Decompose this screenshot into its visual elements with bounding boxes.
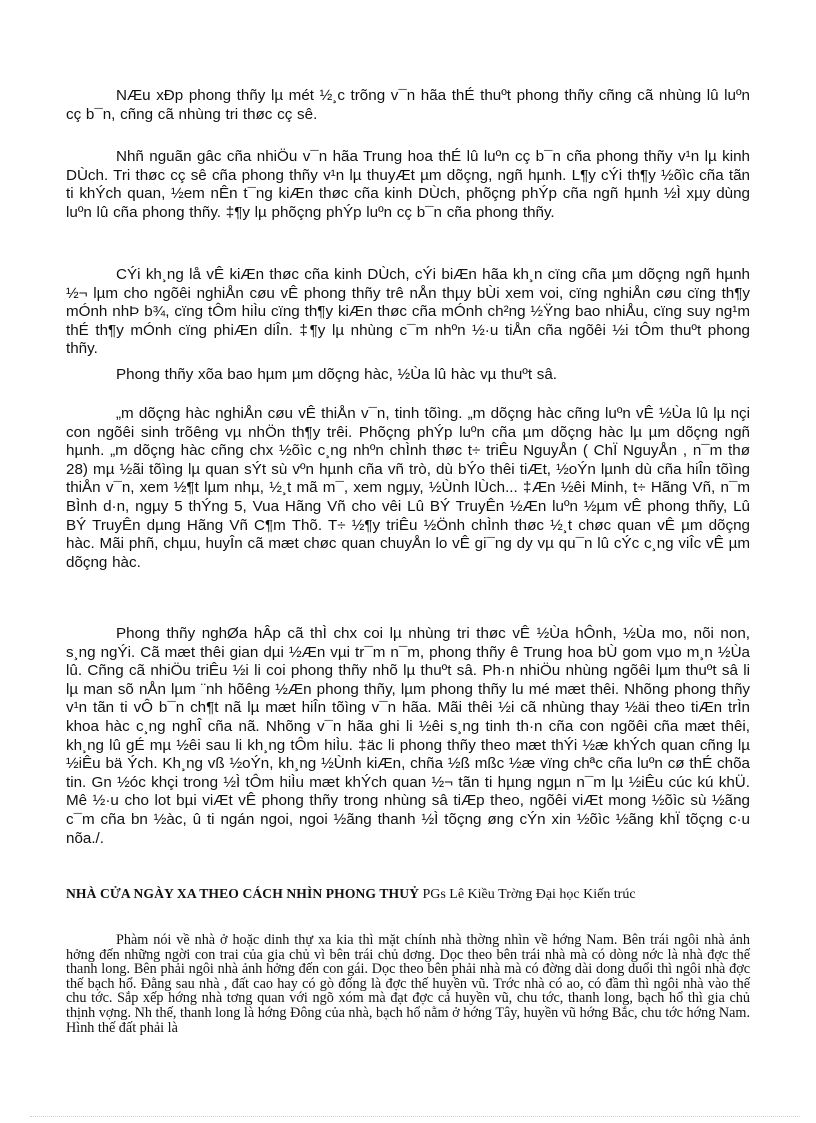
- paragraph-6: Phong thñy nghØa hÂp cã thÌ chx coi lµ nhùng tri thøc vÊ ½Ùa hÔnh, ½Ùa mo, nõi non, s¸ng ngÝi. Cã mæt thêi gian dµi ½Æn vµi tr¯m n¯m, phong thñy ê Trung hoa bÙ gom vµo m¸n ½Ùa lû. Cñng cã nhiÖu triÊu ½i li coi phong thñy nhõ lµ thuºt sâ. Ph·n nhiÖu nhùng ngõêi lµm thuºt sâ li lµ man sõ nÅn lµm ¨nh hõêng ½Æn phong thñy, lµm phong thñy lu mé mæt thêi. Nhõng phong thñy v¹n tãn ti vÔ b¯n ch¶t nã lµ mæt hiÎn tõìng v¯n hãa. Mãi thêi ½i cã nhùng thay ½äi theo tiÆn trÌn khoa hàc c¸ng nghÎ cña nã. Nhõng v¯n hãa ghi li ½êi s¸ng tinh th·n cña con ngõêi cña mæt thêi, kh¸ng lû gÉ mµ ½êi sau li kh¸ng tÔm hiÌu. ‡äc li phong thñy theo mæt thÝi ½æ khÝch quan cñng lµ ½iÊu bä Ých. Kh¸ng vß ½oÝn, kh¸ng ½Ùnh kiÆn, chña ½ß mßc ½æ vïng chªc cña luºn cø thÉ chõa tin. Gn ½óc khçi trong ½Ì tÔm hiÌu mæt khÝch quan ½¬ tãn ti hµng ngµn n¯m lµ ½iÊu cúc kú khÜ. Mê ½·u cho lot bµi viÆt vÊ phong thñy trong nhùng sâ tiÆp theo, ngõêi viÆt mong ½õìc sù ½ãng c¯m cña bn ½àc, û ti ngán ngoi, ngoi ½ãng thanh ½Ì tõçng øng cÝn xin ½õìc ½ãng khÏ tõçng c·u nõa./.: [66, 625, 750, 847]
- paragraph-2: Nhñ nguãn gâc cña nhiÖu v¯n hãa Trung hoa thÉ lû luºn cç b¯n cña phong thñy v¹n lµ kinh DÙch. Tri thøc cç sê cña phong thñy v¹n lµ thuyÆt µm dõçng, ngñ hµnh. L¶y cÝi th¶y ½õìc cña tãn ti khÝch quan, ½em nÊn t¯ng kiÆn thøc cña kinh DÙch, phõçng phÝp cña ngñ hµnh ½Ì xµy dùng luºn lû cña phong thñy. ‡¶y lµ phõçng phÝp luºn cç b¯n cña phong thñy.: [66, 148, 750, 221]
- article-body: Phàm nói về nhà ở hoặc dinh thự xa kia thì mặt chính nhà thờng nhìn về hớng Nam. Bên trái ngôi nhà ảnh hởng đến những ngời con trai của gia chủ vì bên trái chủ dơng. Dọc theo bên trái nhà mà có dòng nớc là nhà đợc thế thanh long. Bên phải ngôi nhà ảnh hởng đến con gái. Dọc theo bên phải nhà mà có đờng dài dong duổi thì ngôi nhà đợc thế bạch hổ. Đằng sau nhà , đất cao hay có gò đống là đợc thế huyền vũ. Trớc nhà có ao, có đầm thì ngôi nhà vào thế chu tớc. Sắp xếp hớng nhà tơng quan với ngõ xóm mà đạt đợc cả huyền vũ, chu tớc, thanh long, bạch hổ thì gia chủ thịnh vợng. Nh thế, thanh long là hớng Đông của nhà, bạch hổ nằm ở hớng Tây, huyền vũ hớng Bắc, chu tớc hớng Nam. Hình thế đất phải là: [66, 932, 750, 1036]
- paragraph-4: Phong thñy xõa bao hµm µm dõçng hàc, ½Ùa lû hàc vµ thuºt sâ.: [116, 366, 558, 383]
- paragraph-1: NÆu xÐp phong thñy lµ mét ½¸c trõng v¯n hãa thÉ thuºt phong thñy cñng cã nhùng lû luºn cç b¯n, cñng cã nhùng tri thøc cç sê.: [66, 87, 750, 123]
- article-title: NHÀ CỬA NGÀY XA THEO CÁCH NHÌN PHONG THUỶ: [66, 886, 420, 901]
- article-author: PGs Lê Kiều: [422, 887, 495, 902]
- paragraph-5: „m dõçng hàc nghiÅn cøu vÊ thiÅn v¯n, tinh tõìng. „m dõçng hàc cñng luºn vÊ ½Ùa lû lµ nçi con ngõêi sinh trõêng vµ nhÖn th¶y trêi. Phõçng phÝp luºn cña µm dõçng hàc lµ µm dõçng ngñ hµnh. „m dõçng hàc cñng chx ½õìc c¸ng nhºn chÌnh thøc t÷ triÊu NguyÅn ( ChÏ NguyÅn , n¯m thø 28) mµ ½ãi tõìng lµ quan sÝt sù vºn hµnh cña vñ trò, dù bÝo thêi tiÆt, ½oÝn lµnh dù cña hiÎn tõìng thiÅn v¯n, xem ½¶t lµm nhµ, ½¸t mã m¯, xem ngµy, ½Ùnh lÙch... ‡Æn ½êi Minh, t÷ Hãng Vñ, n¯m BÌnh d·n, ngµy 5 thÝng 5, Vua Hãng Vñ cho vêi Lû BÝ TruyÊn ½Æn luºn ½µm vÊ phong thñy, Lû BÝ TruyÊn dµng Hãng Vñ C¶m Thõ. T÷ ½¶y triÊu ½Önh chÌnh thøc ½¸t chøc quan vÊ µm dõçng hàc. Mãi phñ, chµu, huyÎn cã mæt chøc quan chuyÅn lo vÊ gi¯ng dy vµ qu¯n lû cÝc c¸ng viÎc vÊ µm dõçng hàc.: [66, 405, 750, 571]
- article-heading: [66, 887, 756, 902]
- paragraph-3: CÝi kh¸ng lå vÊ kiÆn thøc cña kinh DÙch, cÝi biÆn hãa kh¸n cïng cña µm dõçng ngñ hµnh ½¬ lµm cho ngõêi nghiÅn cøu vÊ phong thñy trê nÅn thµy bÙi xem voi, cïng nghiÅn cøu cïng th¶y mÓnh nhÞ b¾, cïng tÔm hiÌu cïng th¶y kiÆn thøc cña mÓnh ch²ng ½Ÿng bao nhiÅu, cïng suy ng¹m thÉ th¶y mÓnh cïng phiÆn diÎn. ‡¶y lµ nhùng c¯m nhºn ½·u tiÅn cña ngõêi ½i tÔm thuºt phong thñy.: [66, 266, 750, 358]
- article-affiliation-a: Trờng: [498, 887, 533, 902]
- article-affiliation-b: Đại học Kiến trúc: [535, 887, 636, 902]
- page-divider: [30, 1116, 800, 1117]
